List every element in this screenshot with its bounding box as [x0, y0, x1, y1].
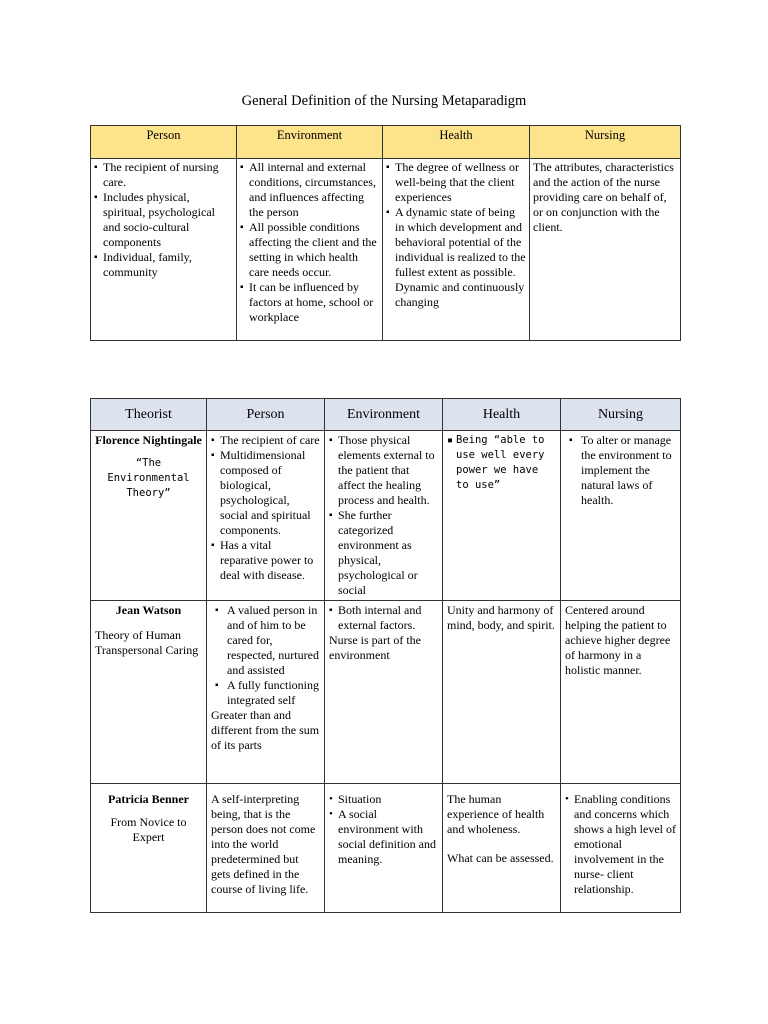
list-item: • Situation — [329, 792, 438, 807]
list-item: ▪ A dynamic state of being in which development and behavioral potential of the individual is realized to the fullest extent as possible. — [386, 205, 526, 280]
person-cell — [207, 601, 325, 784]
list-item: ▪ She further categorized environment as physical, psychological or social — [329, 508, 438, 598]
health-cell — [443, 431, 561, 601]
header-person: Person — [207, 399, 325, 431]
definition-nursing-cell: The attributes, characteristics and the action of the nurse providing care on behalf of, or on conjunction with the client. — [530, 159, 681, 341]
header-nursing: Nursing — [530, 126, 681, 159]
list-item: ▪ Both internal and external factors. — [329, 603, 438, 633]
environment-cell — [325, 784, 443, 913]
list-item: ▪ Those physical elements external to the patient that affect the healing process and health. — [329, 433, 438, 508]
list-item: ▪ To alter or manage the environment to implement the natural laws of health. — [565, 433, 676, 508]
nursing-cell — [561, 431, 681, 601]
list-item: • Enabling conditions and concerns which shows a high level of emotional involvement in the nurse- client relationship. — [565, 792, 676, 897]
list-item: ▪ It can be influenced by factors at home, school or workplace — [240, 280, 379, 325]
document-title: General Definition of the Nursing Metaparadigm — [241, 93, 527, 109]
list-item: ▪ A valued person in and of him to be cared for, respected, nurtured and assisted — [211, 603, 320, 678]
header-health: Health — [443, 399, 561, 431]
theory-name: From Novice to Expert — [110, 815, 187, 844]
table-row — [91, 159, 681, 341]
list-item: ▪ All possible conditions affecting the client and the setting in which health care needs occur. — [240, 220, 379, 280]
person-note: Greater than and different from the sum of its parts — [211, 708, 320, 752]
nursing-cell — [561, 784, 681, 913]
health-note: Dynamic and continuously changing — [395, 280, 525, 309]
environment-cell — [325, 601, 443, 784]
health-cell: Unity and harmony of mind, body, and spirit. — [443, 601, 561, 784]
theorist-name: Jean Watson — [115, 603, 182, 617]
list-item: ▪ Multidimensional composed of biological, psychological, social and spiritual components. — [211, 448, 320, 538]
theorist-comparison-table — [90, 398, 681, 913]
list-item: ▪ Individual, family, community — [94, 250, 233, 280]
health-text: The human experience of health and wholeness. — [447, 792, 545, 836]
list-item: ▪ A fully functioning integrated self — [211, 678, 320, 708]
theory-name: Theory of Human Transpersonal Caring — [95, 628, 199, 657]
theorist-cell — [91, 784, 207, 913]
table-header-row — [91, 126, 681, 159]
environment-note: Nurse is part of the environment — [329, 633, 421, 662]
definition-person-cell — [91, 159, 237, 341]
table-row — [91, 431, 681, 601]
theorist-cell — [91, 601, 207, 784]
header-environment: Environment — [237, 126, 383, 159]
definition-environment-cell — [237, 159, 383, 341]
nursing-cell: Centered around helping the patient to achieve higher degree of harmony in a holistic manner. — [561, 601, 681, 784]
table-header-row — [91, 399, 681, 431]
header-nursing: Nursing — [561, 399, 681, 431]
environment-cell — [325, 431, 443, 601]
metaparadigm-definition-table — [90, 125, 681, 341]
theorist-name: Patricia Benner — [108, 792, 189, 806]
table-row — [91, 601, 681, 784]
header-person: Person — [91, 126, 237, 159]
definition-health-cell — [383, 159, 530, 341]
header-theorist: Theorist — [91, 399, 207, 431]
theorist-name: Florence Nightingale — [95, 433, 202, 447]
header-health: Health — [383, 126, 530, 159]
list-item: ▪ Includes physical, spiritual, psychological and socio-cultural components — [94, 190, 233, 250]
list-item: ▪ All internal and external conditions, circumstances, and influences affecting the person — [240, 160, 379, 220]
list-item: ▪ Has a vital reparative power to deal with disease. — [211, 538, 320, 583]
list-item: ▪ The recipient of nursing care. — [94, 160, 233, 190]
header-environment: Environment — [325, 399, 443, 431]
list-item: ▪ Being “able to use well every power we have to use” — [447, 433, 556, 493]
theory-name: “The Environmental Theory” — [107, 457, 190, 499]
table-row — [91, 784, 681, 913]
theorist-cell — [91, 431, 207, 601]
list-item: ▪ The recipient of care — [211, 433, 320, 448]
health-cell — [443, 784, 561, 913]
person-cell: A self-interpreting being, that is the person does not come into the world predetermined but gets defined in the course of living life. — [207, 784, 325, 913]
health-note: What can be assessed. — [447, 851, 554, 865]
list-item: ▪ The degree of wellness or well-being that the client experiences — [386, 160, 526, 205]
person-cell — [207, 431, 325, 601]
list-item: • A social environment with social definition and meaning. — [329, 807, 438, 867]
